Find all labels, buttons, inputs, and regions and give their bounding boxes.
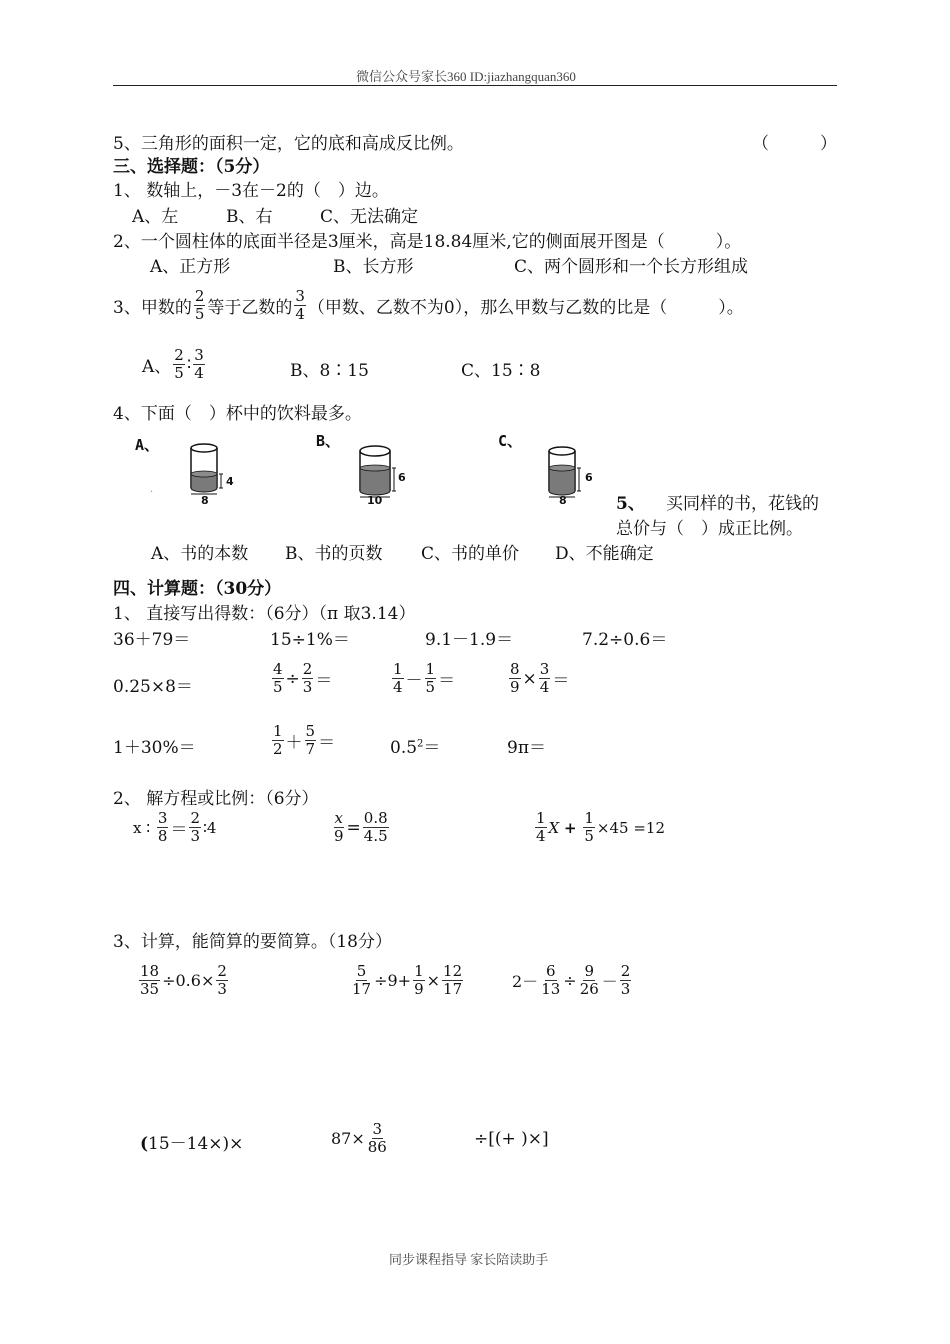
s3-q3-option-a: A、 2 5 ∶ 3 4	[142, 346, 204, 382]
cup-c-height: 6	[585, 471, 593, 484]
s3-q4-text: 4、下面（ ）杯中的饮料最多。	[113, 404, 362, 424]
s3-q3-line	[113, 288, 744, 323]
compute-2: $\frac{5}{17}$ ÷9+ $\frac{1}{9}$ × $\frac{12}{17}$	[352, 962, 463, 998]
cup-a-height: 4	[226, 475, 234, 488]
s3-q2-option-a: A、正方形	[150, 257, 231, 277]
header-rule	[113, 85, 837, 86]
s3-q5-option-b: B、书的页数	[285, 544, 383, 564]
cup-b-image	[357, 440, 417, 508]
s3-q1-option-a: A、左	[132, 207, 179, 227]
compute-3: 2－ $\frac{6}{13}$ ÷ $\frac{9}{26}$ － 2 3	[512, 962, 631, 998]
page-header: 微信公众号家长360 ID:jiazhangquan360	[356, 69, 576, 84]
calc-r1-3: 9.1－1.9＝	[425, 630, 514, 650]
cup-b-width: 10	[367, 494, 383, 507]
calc-r2-1: 0.25×8＝	[113, 677, 193, 697]
cup-c-image	[546, 440, 606, 508]
judge-q5-text: 5、三角形的面积一定，它的底和高成反比例。	[113, 134, 464, 154]
calc-r3-2: 1 2 ＋ 5 7 ＝	[273, 722, 336, 758]
s3-q3-option-b: B、8∶15	[290, 361, 369, 381]
s4-p2-title: 2、 解方程或比例：（6分）	[113, 789, 319, 809]
s3-q2-option-b: B、长方形	[333, 257, 414, 277]
calc-r1-1: 36＋79＝	[113, 630, 191, 650]
judge-q5-paren: （ ）	[752, 134, 837, 154]
s3-q3-prefix: 3、甲数的	[113, 298, 192, 318]
section4-title: 四、计算题：（30分）	[113, 579, 282, 599]
calc-r2-3: 1 4 － 1 5 ＝	[393, 660, 456, 696]
s3-q3-option-c: C、15∶8	[461, 361, 541, 381]
cup-b-height: 6	[398, 471, 406, 484]
calc-r3-4: 9π＝	[507, 738, 546, 758]
cup-a-image	[188, 440, 248, 508]
equation-1: x ∶ 3 8 ＝ 2 3 ∶4	[133, 809, 217, 845]
calc-r1-2: 15÷1%＝	[270, 630, 350, 650]
s3-q3-fraction-1: 2 5	[194, 287, 205, 323]
equation-3: 1 4 X + $\frac{1}{5}$ ×45 =12	[536, 809, 666, 845]
s4-p3-title: 3、计算，能简算的要简算。（18分）	[113, 932, 392, 952]
s3-q1-option-c: C、无法确定	[320, 207, 419, 227]
cup-a-label: A、	[135, 436, 160, 454]
s3-q5-option-a: A、书的本数	[151, 544, 249, 564]
calc-r1-4: 7.2÷0.6＝	[582, 630, 668, 650]
s3-q5-line2: 总价与（ ）成正比例。	[616, 519, 803, 539]
s3-q5-line1: 买同样的书，花钱的	[666, 494, 819, 514]
page-footer: 同步课程指导 家长陪读助手	[389, 1252, 549, 1267]
s3-q5-num: 5、	[616, 494, 645, 514]
equation-2: $\frac{x}{9}$ = $\frac{0.8}{4.5}$	[334, 809, 388, 845]
stray-dot: ·	[150, 487, 154, 498]
s3-q3-suffix: （甲数、乙数不为0），那么甲数与乙数的比是（ ）。	[307, 298, 744, 318]
s3-q5-option-d: D、不能确定	[555, 544, 654, 564]
compute-6: ÷[(+ )×]	[474, 1129, 549, 1149]
cup-b-label: B、	[316, 432, 341, 450]
s3-q1-option-b: B、右	[226, 207, 273, 227]
s3-q2-text: 2、一个圆柱体的底面半径是3厘米，高是18.84厘米,它的侧面展开图是（ ）。	[113, 232, 742, 252]
cup-a-width: 8	[201, 494, 209, 507]
calc-r3-1: 1＋30%＝	[113, 738, 196, 758]
s3-q3-fraction-2: 3 4	[295, 287, 305, 323]
cup-c-label: C、	[498, 432, 523, 450]
calc-r2-4: $\frac{8}{9}$ × $\frac{3}{4}$ ＝	[510, 660, 570, 696]
compute-5: 87× $\frac{3}{86}$	[331, 1120, 387, 1156]
s3-q5-option-c: C、书的单价	[421, 544, 520, 564]
section3-title: 三、选择题：（5分）	[113, 157, 270, 177]
s3-q1-text: 1、 数轴上，－3在－2的（ ）边。	[113, 181, 389, 201]
s3-q2-option-c: C、两个圆形和一个长方形组成	[514, 257, 749, 277]
s4-p1-title: 1、 直接写出得数：（6分）（π 取3.14）	[113, 604, 416, 624]
s3-q3-mid: 等于乙数的	[207, 298, 293, 318]
compute-4: (15－14×)×	[140, 1134, 244, 1154]
cup-c-width: 8	[559, 494, 567, 507]
calc-r3-3: $0.5^2=$	[390, 738, 441, 758]
calc-r2-2: $\frac{4}{5}$ ÷ $\frac{2}{3}$ ＝	[273, 660, 333, 696]
compute-1: $\frac{18}{35}$ ÷0.6× $\frac{2}{3}$	[140, 962, 227, 998]
